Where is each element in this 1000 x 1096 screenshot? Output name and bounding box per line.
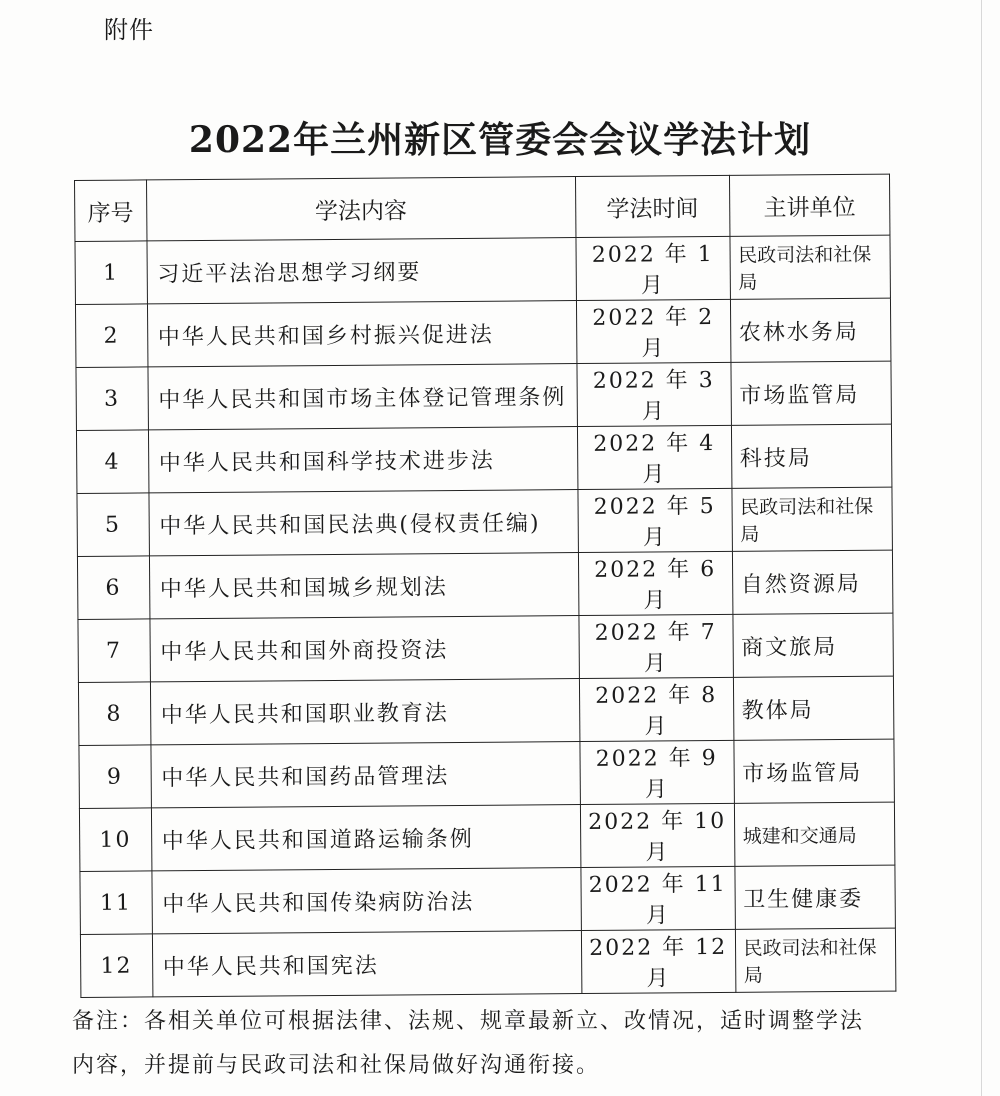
table-row (75, 235, 890, 304)
remarks-note: 备注：各相关单位可根据法律、法规、规章最新立、改情况，适时调整学法内容，并提前与民政司法和社保局做好沟通衔接。 (72, 1009, 865, 1078)
row-time: 2022 年 11 月 (581, 866, 735, 930)
row-unit: 教体局 (733, 676, 894, 740)
row-index: 11 (80, 871, 152, 935)
row-content: 中华人民共和国职业教育法 (150, 679, 580, 745)
row-content: 中华人民共和国乡村振兴促进法 (147, 301, 577, 367)
row-unit: 自然资源局 (732, 550, 893, 614)
row-content: 中华人民共和国药品管理法 (151, 742, 581, 808)
row-content: 中华人民共和国城乡规划法 (149, 553, 579, 619)
row-unit: 卫生健康委 (734, 865, 895, 929)
row-index: 4 (76, 430, 148, 494)
row-index: 6 (77, 556, 149, 620)
table-row (78, 613, 893, 682)
row-index: 8 (78, 682, 150, 746)
header-content: 学法内容 (146, 177, 576, 241)
row-time: 2022 年 6 月 (578, 551, 732, 615)
row-content: 中华人民共和国市场主体登记管理条例 (148, 364, 578, 430)
row-time: 2022 年 9 月 (580, 740, 734, 804)
row-content: 中华人民共和国外商投资法 (150, 616, 580, 682)
row-unit: 商文旅局 (732, 613, 893, 677)
row-index: 9 (79, 745, 151, 809)
row-index: 7 (78, 619, 150, 683)
row-content: 中华人民共和国宪法 (152, 931, 582, 997)
row-unit: 民政司法和社保局 (730, 235, 891, 299)
row-time: 2022 年 4 月 (577, 425, 731, 489)
header-time: 学法时间 (575, 175, 729, 237)
row-time: 2022 年 10 月 (580, 803, 734, 867)
row-unit: 城建和交通局 (734, 802, 895, 866)
row-time: 2022 年 8 月 (579, 677, 733, 741)
row-unit: 农林水务局 (730, 298, 891, 362)
row-time: 2022 年 12 月 (581, 929, 735, 993)
table-row (79, 739, 894, 808)
row-content: 中华人民共和国科学技术进步法 (148, 427, 578, 493)
header-unit: 主讲单位 (729, 174, 890, 236)
row-index: 2 (75, 304, 147, 368)
table-row (76, 424, 891, 493)
page-edge-line (981, 0, 982, 1096)
row-time: 2022 年 3 月 (577, 362, 731, 426)
row-time: 2022 年 1 月 (576, 236, 730, 300)
table-row (80, 928, 895, 997)
table-header-row (75, 174, 890, 241)
row-time: 2022 年 7 月 (579, 614, 733, 678)
row-time: 2022 年 2 月 (576, 299, 730, 363)
row-unit: 科技局 (731, 424, 892, 488)
header-index: 序号 (75, 180, 147, 242)
row-unit: 市场监管局 (733, 739, 894, 803)
row-time: 2022 年 5 月 (578, 488, 732, 552)
table-row (75, 298, 890, 367)
document-title: 2022年兰州新区管委会会议学法计划 (188, 119, 812, 161)
row-content: 中华人民共和国道路运输条例 (151, 805, 581, 871)
row-index: 3 (76, 367, 148, 431)
row-content: 中华人民共和国民法典(侵权责任编) (149, 490, 579, 556)
row-unit: 民政司法和社保局 (735, 928, 896, 992)
row-index: 12 (80, 934, 152, 998)
row-index: 10 (79, 808, 151, 872)
table-row (76, 361, 891, 430)
row-unit: 民政司法和社保局 (732, 487, 893, 551)
table-row (78, 676, 893, 745)
study-plan-table (74, 174, 896, 998)
row-content: 中华人民共和国传染病防治法 (152, 868, 582, 934)
row-unit: 市场监管局 (731, 361, 892, 425)
table-row (77, 487, 892, 556)
table-row (79, 802, 894, 871)
row-content: 习近平法治思想学习纲要 (147, 238, 577, 304)
attachment-label: 附件 (104, 16, 154, 44)
table-row (77, 550, 892, 619)
row-index: 5 (77, 493, 149, 557)
table-row (80, 865, 895, 934)
row-index: 1 (75, 241, 147, 305)
